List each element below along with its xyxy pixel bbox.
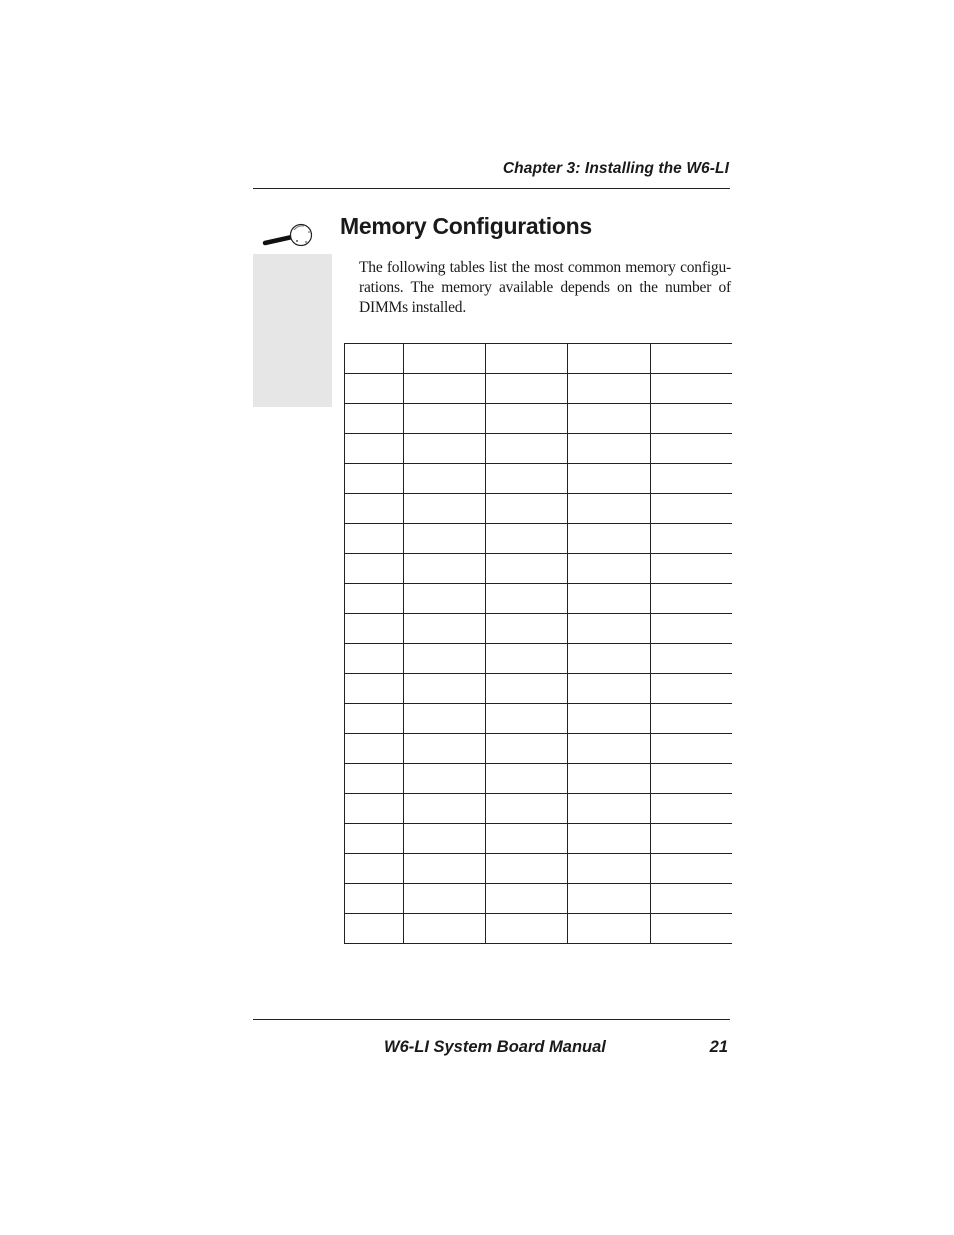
table-cell: [486, 824, 568, 854]
table-cell: [345, 644, 404, 674]
table-cell: [404, 374, 486, 404]
table-row: [345, 824, 732, 854]
table-cell: [404, 644, 486, 674]
table-cell: [651, 434, 732, 464]
table-row: [345, 764, 732, 794]
table-cell: [651, 854, 732, 884]
margin-note-band: [253, 254, 332, 407]
table-cell: [568, 404, 651, 434]
table-cell: [345, 494, 404, 524]
table-cell: [345, 464, 404, 494]
memory-configuration-table: [344, 343, 732, 944]
table-cell: [486, 404, 568, 434]
table-cell: [568, 824, 651, 854]
table-cell: [568, 584, 651, 614]
table-cell: [651, 794, 732, 824]
table-row: [345, 344, 732, 374]
table-cell: [404, 404, 486, 434]
table-body: [345, 344, 732, 944]
table-row: [345, 704, 732, 734]
table-cell: [568, 434, 651, 464]
table-cell: [345, 854, 404, 884]
table-cell: [404, 764, 486, 794]
table-cell: [345, 554, 404, 584]
table-cell: [486, 344, 568, 374]
table-cell: [486, 884, 568, 914]
table-cell: [404, 434, 486, 464]
table-cell: [568, 734, 651, 764]
table-cell: [568, 764, 651, 794]
table-row: [345, 884, 732, 914]
table-row: [345, 494, 732, 524]
table-cell: [651, 464, 732, 494]
table-cell: [486, 374, 568, 404]
footer-divider: [253, 1019, 730, 1020]
table-cell: [404, 344, 486, 374]
table-cell: [345, 794, 404, 824]
table-cell: [345, 764, 404, 794]
table-cell: [651, 674, 732, 704]
table-cell: [404, 464, 486, 494]
table-cell: [651, 494, 732, 524]
table-cell: [404, 674, 486, 704]
table-row: [345, 734, 732, 764]
table-row: [345, 434, 732, 464]
table-cell: [404, 494, 486, 524]
table-cell: [486, 584, 568, 614]
table-cell: [486, 434, 568, 464]
table-row: [345, 524, 732, 554]
table-cell: [651, 764, 732, 794]
table-row: [345, 554, 732, 584]
table-cell: [345, 824, 404, 854]
table-cell: [404, 914, 486, 944]
table-cell: [651, 824, 732, 854]
table-row: [345, 644, 732, 674]
table-cell: [486, 464, 568, 494]
table-cell: [345, 344, 404, 374]
header-divider: [253, 188, 730, 189]
table-cell: [651, 404, 732, 434]
table-cell: [568, 524, 651, 554]
intro-paragraph: The following tables list the most common memory configu-rations. The memory available depends on the number of DIMMs installed.: [359, 259, 731, 316]
table-cell: [345, 704, 404, 734]
table-cell: [651, 734, 732, 764]
table-cell: [486, 674, 568, 704]
chapter-header: Chapter 3: Installing the W6-LI: [502, 160, 729, 177]
table-cell: [486, 734, 568, 764]
table-cell: [568, 794, 651, 824]
table-cell: [404, 704, 486, 734]
manual-title: W6-LI System Board Manual: [384, 1038, 606, 1056]
table-cell: [651, 554, 732, 584]
table-cell: [486, 914, 568, 944]
table-cell: [568, 374, 651, 404]
page-number: 21: [709, 1038, 728, 1056]
table-cell: [345, 884, 404, 914]
table-cell: [486, 704, 568, 734]
table-cell: [404, 824, 486, 854]
magnifying-glass-icon: [262, 220, 316, 250]
table-cell: [345, 374, 404, 404]
table-cell: [568, 644, 651, 674]
table-cell: [568, 914, 651, 944]
table-cell: [486, 764, 568, 794]
table-row: [345, 854, 732, 884]
table-cell: [568, 614, 651, 644]
table-cell: [651, 584, 732, 614]
table-row: [345, 914, 732, 944]
table-cell: [404, 854, 486, 884]
table-cell: [345, 584, 404, 614]
table-cell: [486, 854, 568, 884]
table-cell: [345, 734, 404, 764]
table-cell: [651, 914, 732, 944]
table-cell: [404, 884, 486, 914]
table-row: [345, 584, 732, 614]
table-cell: [345, 434, 404, 464]
table-row: [345, 614, 732, 644]
table-cell: [651, 344, 732, 374]
table-cell: [486, 554, 568, 584]
table-cell: [486, 794, 568, 824]
table-cell: [568, 884, 651, 914]
table-cell: [404, 734, 486, 764]
table-cell: [568, 464, 651, 494]
table-cell: [345, 404, 404, 434]
table-row: [345, 464, 732, 494]
table-cell: [404, 794, 486, 824]
table-cell: [568, 344, 651, 374]
section-title: Memory Configurations: [340, 213, 592, 239]
table-cell: [651, 884, 732, 914]
table-cell: [651, 704, 732, 734]
table-cell: [651, 374, 732, 404]
table-cell: [651, 644, 732, 674]
table-cell: [486, 524, 568, 554]
table-cell: [651, 524, 732, 554]
table-cell: [345, 914, 404, 944]
table-row: [345, 404, 732, 434]
table-cell: [345, 524, 404, 554]
table-cell: [568, 554, 651, 584]
table-cell: [404, 554, 486, 584]
table-cell: [404, 524, 486, 554]
table-cell: [404, 584, 486, 614]
table-cell: [568, 854, 651, 884]
table-cell: [486, 614, 568, 644]
table-row: [345, 794, 732, 824]
table-row: [345, 674, 732, 704]
table-cell: [345, 614, 404, 644]
table-cell: [568, 704, 651, 734]
table-cell: [345, 674, 404, 704]
table-cell: [486, 644, 568, 674]
table-cell: [568, 674, 651, 704]
table-row: [345, 374, 732, 404]
table-cell: [486, 494, 568, 524]
table-cell: [651, 614, 732, 644]
table-cell: [568, 494, 651, 524]
table-cell: [404, 614, 486, 644]
